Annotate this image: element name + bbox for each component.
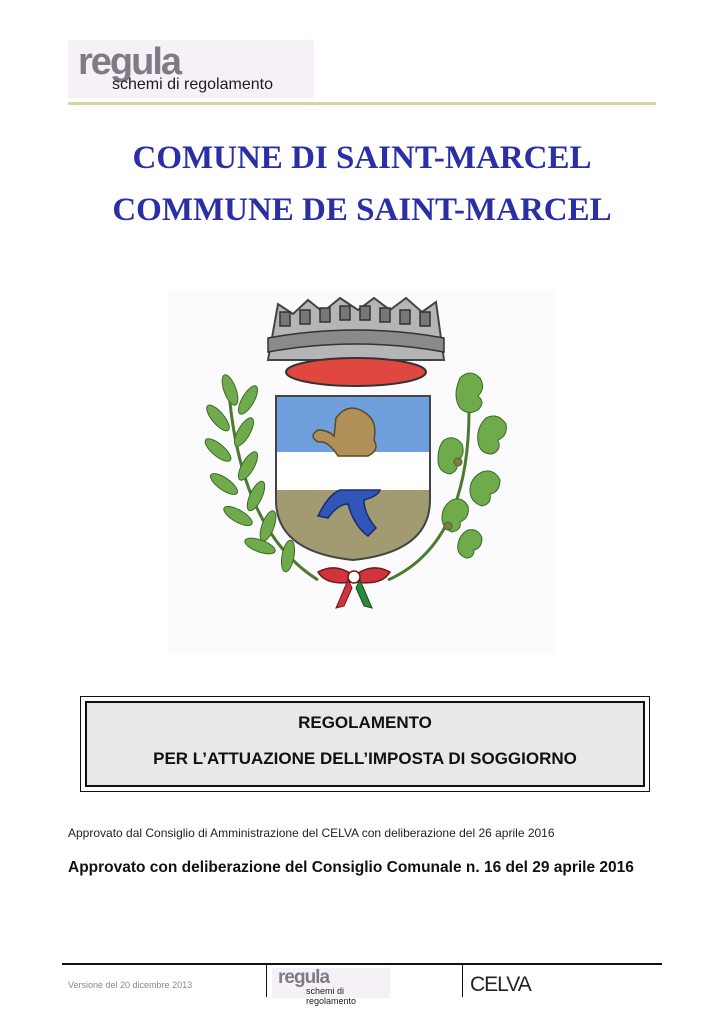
footer-version: Versione del 20 dicembre 2013 [68, 980, 193, 990]
footer-logo-word: regula [278, 967, 330, 988]
regula-logo [68, 40, 314, 98]
regolamento-box-inner [85, 701, 645, 787]
regolamento-title: REGOLAMENTO [298, 713, 432, 732]
footer-separator [462, 965, 463, 997]
approval-celva: Approvato dal Consiglio di Amministrazione del CELVA con deliberazione del 26 aprile 2016 [68, 826, 555, 840]
regolamento-box [80, 696, 650, 792]
footer-rule [62, 963, 662, 965]
regula-logo-word: regula [78, 41, 181, 83]
title-italian: COMUNE DI SAINT-MARCEL [132, 140, 592, 176]
coat-of-arms-icon [168, 290, 555, 654]
footer-regula-logo [272, 967, 390, 1006]
footer-celva-logo: CELVA [470, 973, 531, 996]
ribbon-icon [318, 568, 390, 608]
crown-icon [268, 298, 444, 386]
footer-logo-subtitle: schemi di regolamento [306, 986, 357, 1006]
footer-separator [266, 965, 267, 997]
header-rule [68, 102, 656, 105]
regolamento-subtitle: PER L’ATTUAZIONE DELL’IMPOSTA DI SOGGIORNO [153, 749, 577, 768]
approval-consiglio: Approvato con deliberazione del Consiglio Comunale n. 16 del 29 aprile 2016 [68, 859, 634, 876]
regula-logo-subtitle: schemi di regolamento [112, 76, 273, 93]
title-french: COMMUNE DE SAINT-MARCEL [112, 192, 612, 228]
